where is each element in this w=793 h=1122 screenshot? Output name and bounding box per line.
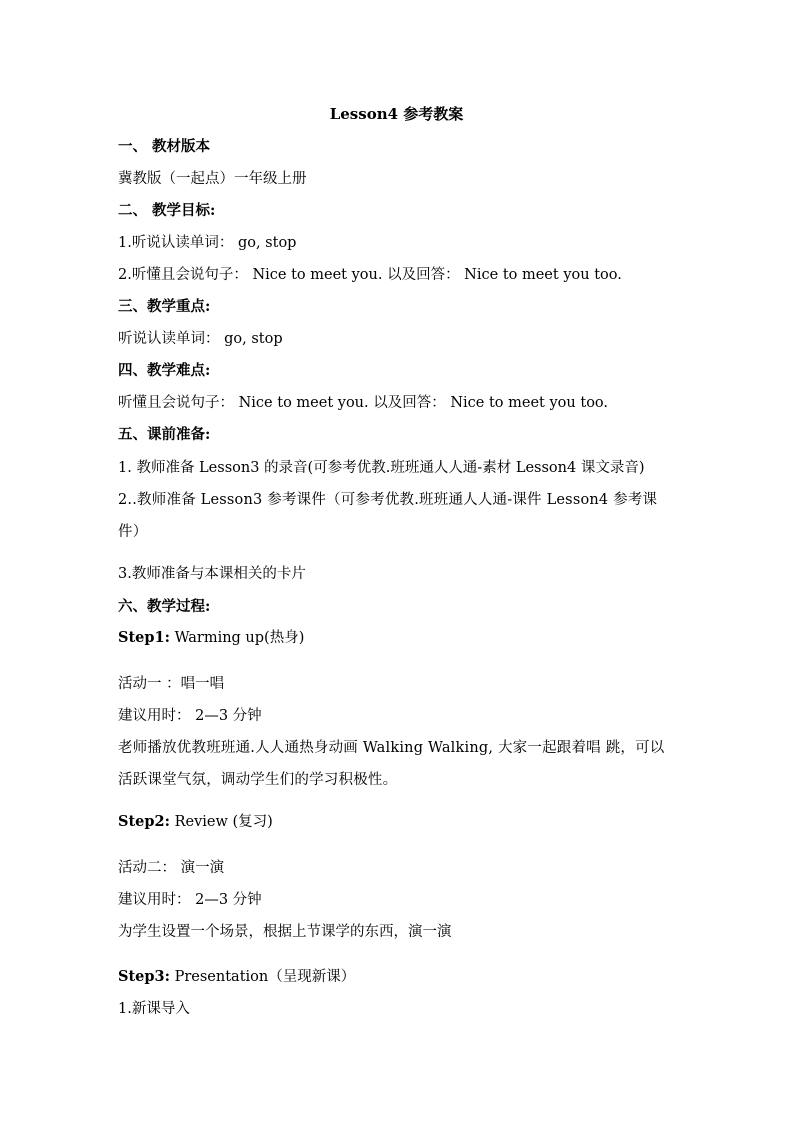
- activity2-title: 活动二： 演一演: [118, 860, 225, 876]
- step3-line: [118, 967, 675, 987]
- section-heading-difficulties: 四、教学难点:: [118, 362, 211, 379]
- step3-item-1: 1.新课导入: [118, 1001, 190, 1017]
- section-heading-edition: 一、 教材版本: [118, 138, 211, 155]
- section-heading-preparation: 五、课前准备:: [118, 426, 211, 443]
- step1-text: Warming up(热身): [169, 630, 305, 646]
- section-heading-key-points: 三、教学重点:: [118, 298, 211, 315]
- step1-label: Step1:: [118, 629, 170, 646]
- activity1-description: 老师播放优教班班通.人人通热身动画 Walking Walking, 大家一起跟着唱 跳，可以活跃课堂气氛，调动学生们的学习积极性。: [118, 740, 665, 788]
- objective-item-2: 2.听懂且会说句子： Nice to meet you. 以及回答： Nice to meet you too.: [118, 267, 622, 283]
- activity1-title: 活动一 ：唱一唱: [118, 676, 225, 692]
- step3-label: Step3:: [118, 968, 170, 985]
- document-title: Lesson4 参考教案: [329, 105, 464, 123]
- edition-text: 冀教版（一起点）一年级上册: [118, 171, 307, 187]
- step1-line: [118, 628, 675, 648]
- preparation-item-1: 1. 教师准备 Lesson3 的录音(可参考优教.班班通人人通-素材 Lesson4 课文录音): [118, 460, 645, 476]
- preparation-item-3: 3.教师准备与本课相关的卡片: [118, 566, 306, 582]
- step2-label: Step2:: [118, 813, 170, 830]
- objective-item-1: 1.听说认读单词： go, stop: [118, 235, 297, 251]
- step3-text: Presentation（呈现新课）: [169, 969, 356, 985]
- activity2-description: 为学生设置一个场景，根据上节课学的东西，演一演: [118, 924, 452, 940]
- difficulties-text: 听懂且会说句子： Nice to meet you. 以及回答： Nice to meet you too.: [118, 395, 609, 411]
- activity2-time: 建议用时： 2—3 分钟: [118, 892, 262, 908]
- section-heading-process: 六、教学过程:: [118, 598, 211, 615]
- preparation-item-2: 2..教师准备 Lesson3 参考课件（可参考优教.班班通人人通-课件 Lesson4 参考课件）: [118, 492, 658, 540]
- key-points-text: 听说认读单词： go, stop: [118, 331, 283, 347]
- step2-text: Review (复习): [169, 814, 273, 830]
- step2-line: [118, 812, 675, 832]
- activity1-time: 建议用时： 2—3 分钟: [118, 708, 262, 724]
- section-heading-objectives: 二、 教学目标:: [118, 202, 216, 219]
